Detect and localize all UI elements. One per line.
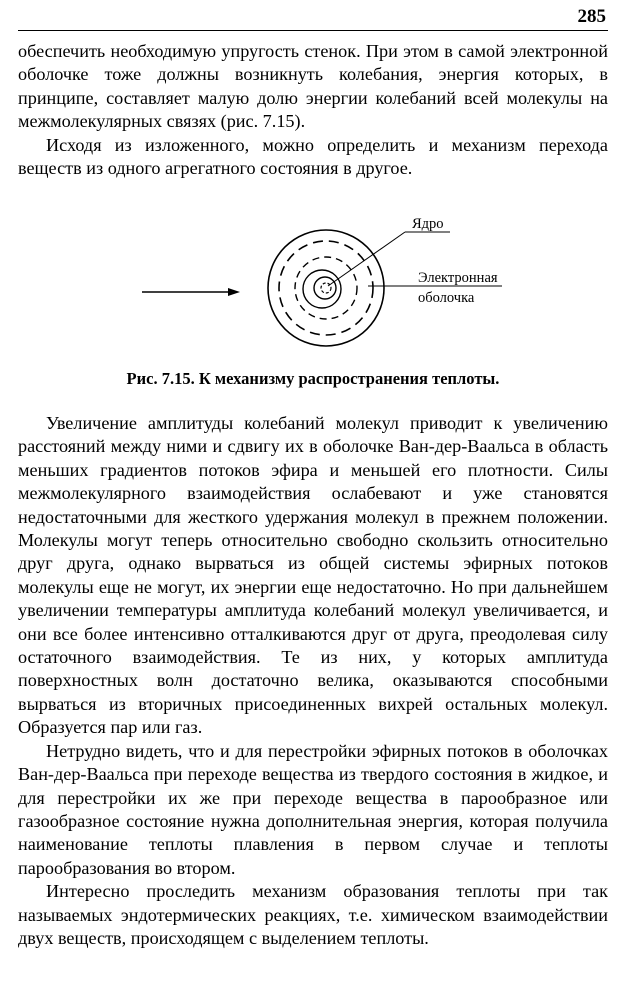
arrow-head [228,288,240,296]
paragraph: Увеличение амплитуды колебаний молекул приводит к увеличению расстояний между ними и сдвигу их в оболочке Ван-дер-Ваальса в область меньших градиентов потоков эфира и меньшей его плотности. Силы межмолекулярного взаимодействия ослабевают и уже становятся недостаточными для жесткого удержания молекул в прежнем положении. Молекулы могут теперь относительно свободно скользить относительно друг друга, однако вырваться из общей системы эфирных потоков молекулы еще не могут, их энергии еще недостаточно. Но при дальнейшем увеличении температуры амплитуда колебаний молекул увеличивается, и они все более интенсивно отталкиваются друг от друга, преодолевая силу остаточного взаимодействия. Те из них, у которых амплитуда поверхностных волн достаточно велика, оказываются способными вырваться из вторичных присоединенных вихрей остальных молекул. Образуется пар или газ. [18,413,608,738]
text-block-bottom [18,412,608,950]
figure-caption: Рис. 7.15. К механизму распространения теплоты. [126,369,500,388]
dashed-shell-circle [279,241,373,335]
page-number: 285 [577,6,606,27]
paragraph: Интересно проследить механизм образования теплоты при так называемых эндотермических реакциях, т.е. химическом взаимодействии двух веществ, происходящем с выделением теплоты. [18,881,608,948]
header-rule [18,30,608,31]
inner-dashed-circle [295,257,357,319]
paragraph: обеспечить необходимую упругость стенок. При этом в самой электронной оболочке тоже должны возникнуть колебания, энергия которых, в принципе, составляет малую долю энергии колебаний всей молекулы на межмолекулярных связях (рис. 7.15). [18,41,608,132]
shell-label-line2: оболочка [418,290,475,306]
text-block-top [18,40,608,180]
shell-label-line1: Электронная [418,270,498,286]
figure-molecule-diagram [130,206,530,368]
paragraph: Нетрудно видеть, что и для перестройки эфирных потоков в оболочках Ван-дер-Ваальса при переходе вещества из твердого состояния в жидкое, и для перестройки их же при переходе вещества в парообразное или газообразное состояние нужна дополнительная энергия, которая получила наименование теплоты плавления в первом случае и теплоты парообразования во втором. [18,740,608,878]
nucleus-leader-line [328,232,405,286]
molecule-diagram-svg [130,206,530,368]
nucleus-ring [314,277,336,299]
outer-shell-circle [268,230,384,346]
nucleus-label: Ядро [412,216,444,232]
paragraph: Исходя из изложенного, можно определить и механизм перехода веществ из одного агрегатного состояния в другое. [18,134,608,179]
